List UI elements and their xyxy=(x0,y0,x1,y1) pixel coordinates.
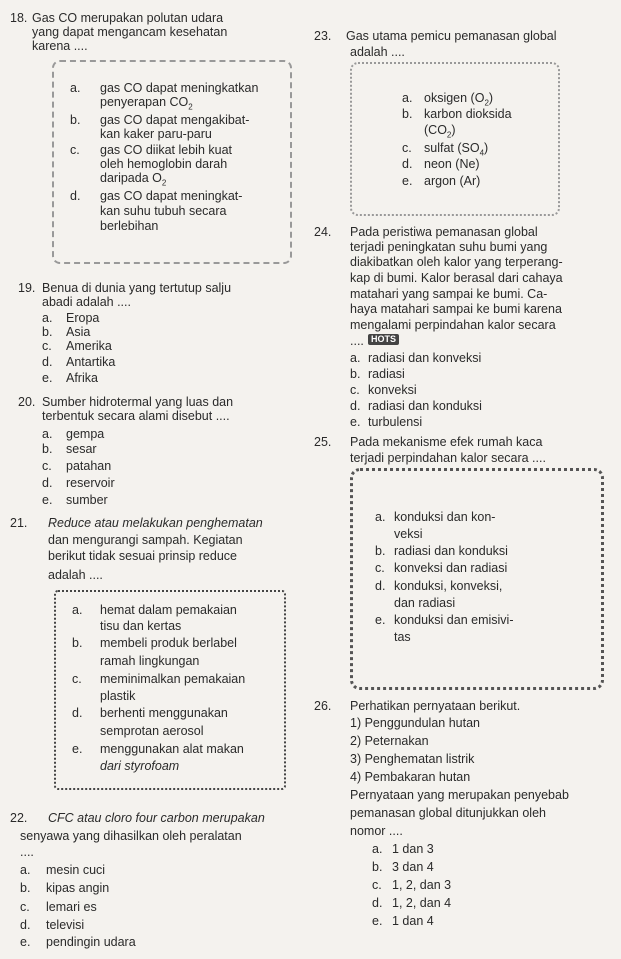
q22-option-e-text: pendingin udara xyxy=(46,935,136,949)
q20-option-b-letter: b. xyxy=(42,442,53,456)
q23-option-c-letter: c. xyxy=(402,141,412,155)
q18-option-a-line2: penyerapan $CO_2$ xyxy=(100,95,193,112)
q18-option-d-letter: d. xyxy=(70,189,81,203)
q20-option-a-text: gempa xyxy=(66,427,105,441)
q23-option-a-letter: a. xyxy=(402,91,413,105)
q21-option-a-line1: hemat dalam pemakaian xyxy=(100,603,237,617)
q26-statement-4: 4) Pembakaran hutan xyxy=(350,770,471,784)
q21-stem-line2: dan mengurangi sampah. Kegiatan xyxy=(48,533,243,547)
q22-option-c-text: lemari es xyxy=(46,900,97,914)
q24-option-d-letter: d. xyxy=(350,399,361,413)
q20-option-d-text: reservoir xyxy=(66,476,115,490)
q24-option-b-text: radiasi xyxy=(368,367,405,381)
q25-option-e-line2: tas xyxy=(394,630,411,644)
q23-number: 23. xyxy=(314,29,332,43)
q26-option-e-text: 1 dan 4 xyxy=(392,914,434,928)
q25-option-e-line1: konduksi dan emisivi- xyxy=(394,613,514,627)
q21-stem-line4: adalah .... xyxy=(48,568,103,582)
q23-stem-line2: adalah .... xyxy=(350,45,405,59)
q21-option-a-line2: tisu dan kertas xyxy=(100,619,182,633)
q25-option-c-text: konveksi dan radiasi xyxy=(394,561,508,575)
q25-option-a-line2: veksi xyxy=(394,527,423,541)
q18-stem-line2: yang dapat mengancam kesehatan xyxy=(32,25,228,39)
q21-option-c-line1: meminimalkan pemakaian xyxy=(100,672,246,686)
q18-option-b-letter: b. xyxy=(70,113,81,127)
q24-option-a-text: radiasi dan konveksi xyxy=(368,351,482,365)
q22-stem-line2: senyawa yang dihasilkan oleh peralatan xyxy=(20,829,242,843)
q23-option-d-letter: d. xyxy=(402,157,413,171)
q24-stem-line4: kap di bumi. Kalor berasal dari cahaya xyxy=(350,271,563,285)
q22-option-a-letter: a. xyxy=(20,863,31,877)
q19-option-a-text: Eropa xyxy=(66,311,100,325)
q24-option-d-text: radiasi dan konduksi xyxy=(368,399,482,413)
q26-stem-line1: Perhatikan pernyataan berikut. xyxy=(350,699,521,713)
q20-option-d-letter: d. xyxy=(42,476,53,490)
q23-option-a-text: oksigen $(O_2)$ xyxy=(424,91,494,108)
q25-option-c-letter: c. xyxy=(375,561,385,575)
q18-option-b-line2: kan kaker paru-paru xyxy=(100,127,212,141)
q18-option-b-line1: gas CO dapat mengakibat- xyxy=(100,113,250,127)
q18-option-a-line1: gas CO dapat meningkatkan xyxy=(100,81,259,95)
q26-option-c-text: 1, 2, dan 3 xyxy=(392,878,452,892)
q24-stem-line1: Pada peristiwa pemanasan global xyxy=(350,225,538,239)
q21-option-d-letter: d. xyxy=(72,706,83,720)
q21-option-c-line2: plastik xyxy=(100,689,136,703)
q25-option-d-letter: d. xyxy=(375,579,386,593)
q24-option-e-letter: e. xyxy=(350,415,361,429)
q22-option-a-text: mesin cuci xyxy=(46,863,106,877)
q24-stem-line7: mengalami perpindahan kalor secara xyxy=(350,318,556,332)
q23-option-b-line1: karbon dioksida xyxy=(424,107,512,121)
q25-option-d-line2: dan radiasi xyxy=(394,596,456,610)
q23-option-d-text: neon (Ne) xyxy=(424,157,480,171)
q20-option-c-letter: c. xyxy=(42,459,52,473)
q26-statement-2: 2) Peternakan xyxy=(350,734,429,748)
q24-option-a-letter: a. xyxy=(350,351,361,365)
q22-option-d-text: televisi xyxy=(46,918,85,932)
q23-option-e-letter: e. xyxy=(402,174,413,188)
hots-badge: HOTS xyxy=(368,334,399,345)
q21-option-d-line2: semprotan aerosol xyxy=(100,724,204,738)
q19-option-b-text: Asia xyxy=(66,325,91,339)
q26-option-b-text: 3 dan 4 xyxy=(392,860,434,874)
q21-stem-line3: berikut tidak sesuai prinsip reduce xyxy=(48,549,237,563)
q22-stem-line3: .... xyxy=(20,845,34,859)
q18-number: 18. xyxy=(10,11,28,25)
q18-option-d-line2: kan suhu tubuh secara xyxy=(100,204,227,218)
q19-option-c-text: Amerika xyxy=(66,339,112,353)
q18-stem-line1: Gas CO merupakan polutan udara xyxy=(32,11,224,25)
q19-option-c-letter: c. xyxy=(42,339,52,353)
q20-option-b-text: sesar xyxy=(66,442,97,456)
q18-option-c-letter: c. xyxy=(70,143,80,157)
q22-option-b-text: kipas angin xyxy=(46,881,110,895)
q24-number: 24. xyxy=(314,225,332,239)
q25-option-a-line1: konduksi dan kon- xyxy=(394,510,496,524)
q20-stem-line1: Sumber hidrotermal yang luas dan xyxy=(42,395,234,409)
q21-option-a-letter: a. xyxy=(72,603,83,617)
q20-number: 20. xyxy=(18,395,36,409)
q20-option-e-letter: e. xyxy=(42,493,53,507)
q26-option-b-letter: b. xyxy=(372,860,383,874)
q18-option-c-line2: oleh hemoglobin darah xyxy=(100,157,228,171)
q22-option-d-letter: d. xyxy=(20,918,31,932)
q24-stem-line2: terjadi peningkatan suhu bumi yang xyxy=(350,240,548,254)
q19-option-b-letter: b. xyxy=(42,325,53,339)
q18-stem-line3: karena .... xyxy=(32,39,88,53)
q25-stem-line2: terjadi perpindahan kalor secara .... xyxy=(350,451,546,465)
q23-stem-line1: Gas utama pemicu pemanasan global xyxy=(346,29,557,43)
q26-option-a-text: 1 dan 3 xyxy=(392,842,434,856)
q21-option-b-line1: membeli produk berlabel xyxy=(100,636,237,650)
q25-option-b-text: radiasi dan konduksi xyxy=(394,544,508,558)
q21-number: 21. xyxy=(10,516,28,530)
q21-option-b-letter: b. xyxy=(72,636,83,650)
q24-stem-line6: haya matahari sampai ke bumi karena xyxy=(350,302,562,316)
q24-option-e-text: turbulensi xyxy=(368,415,423,429)
q25-option-e-letter: e. xyxy=(375,613,386,627)
q23-option-b-line2: $(CO_2)$ xyxy=(424,123,456,140)
q22-option-e-letter: e. xyxy=(20,935,31,949)
q24-stem-line8: .... xyxy=(350,334,364,348)
q19-option-e-text: Afrika xyxy=(66,371,98,385)
q25-stem-line1: Pada mekanisme efek rumah kaca xyxy=(350,435,543,449)
q21-option-e-letter: e. xyxy=(72,742,83,756)
q25-option-b-letter: b. xyxy=(375,544,386,558)
q21-option-c-letter: c. xyxy=(72,672,82,686)
q26-stem-line4: nomor .... xyxy=(350,824,403,838)
q26-option-a-letter: a. xyxy=(372,842,383,856)
q22-number: 22. xyxy=(10,811,28,825)
q21-option-b-line2: ramah lingkungan xyxy=(100,654,200,668)
q26-number: 26. xyxy=(314,699,332,713)
q19-option-d-text: Antartika xyxy=(66,355,116,369)
q25-option-a-letter: a. xyxy=(375,510,386,524)
q21-option-d-line1: berhenti menggunakan xyxy=(100,706,228,720)
q24-stem-line5: matahari yang sampai ke bumi. Ca- xyxy=(350,287,548,301)
q19-stem-line1: Benua di dunia yang tertutup salju xyxy=(42,281,232,295)
q26-option-d-text: 1, 2, dan 4 xyxy=(392,896,452,910)
q24-option-c-text: konveksi xyxy=(368,383,417,397)
q26-option-d-letter: d. xyxy=(372,896,383,910)
q20-option-a-letter: a. xyxy=(42,427,53,441)
q22-option-b-letter: b. xyxy=(20,881,31,895)
q23-option-c-text: sulfat $(SO_4)$ xyxy=(424,141,489,158)
q24-option-c-letter: c. xyxy=(350,383,360,397)
q19-option-a-letter: a. xyxy=(42,311,53,325)
q18-option-c-line3: daripada $O_2$ xyxy=(100,171,167,188)
q19-option-e-letter: e. xyxy=(42,371,53,385)
q18-option-d-line3: berlebihan xyxy=(100,219,159,233)
q26-option-c-letter: c. xyxy=(372,878,382,892)
q19-stem-line2: abadi adalah .... xyxy=(42,295,131,309)
q20-option-c-text: patahan xyxy=(66,459,112,473)
q18-option-a-letter: a. xyxy=(70,81,81,95)
q21-stem-line1: Reduce atau melakukan penghematan xyxy=(48,516,263,530)
q22-stem-line1: CFC atau cloro four carbon merupakan xyxy=(48,811,265,825)
q19-option-d-letter: d. xyxy=(42,355,53,369)
q25-number: 25. xyxy=(314,435,332,449)
q21-option-e-line2: dari styrofoam xyxy=(100,759,180,773)
q20-option-e-text: sumber xyxy=(66,493,108,507)
q19-number: 19. xyxy=(18,281,36,295)
q20-stem-line2: terbentuk secara alami disebut .... xyxy=(42,409,230,423)
q26-statement-3: 3) Penghematan listrik xyxy=(350,752,475,766)
q25-option-d-line1: konduksi, konveksi, xyxy=(394,579,503,593)
q23-option-b-letter: b. xyxy=(402,107,413,121)
q22-option-c-letter: c. xyxy=(20,900,30,914)
q18-option-d-line1: gas CO dapat meningkat- xyxy=(100,189,243,203)
q26-stem-line3: pemanasan global ditunjukkan oleh xyxy=(350,806,546,820)
q23-option-e-text: argon (Ar) xyxy=(424,174,481,188)
q26-option-e-letter: e. xyxy=(372,914,383,928)
q26-stem-line2: Pernyataan yang merupakan penyebab xyxy=(350,788,569,802)
q26-statement-1: 1) Penggundulan hutan xyxy=(350,716,480,730)
q24-option-b-letter: b. xyxy=(350,367,361,381)
q24-stem-line3: diakibatkan oleh kalor yang terperang- xyxy=(350,255,563,269)
q18-option-c-line1: gas CO diikat lebih kuat xyxy=(100,143,233,157)
q21-option-e-line1: menggunakan alat makan xyxy=(100,742,244,756)
